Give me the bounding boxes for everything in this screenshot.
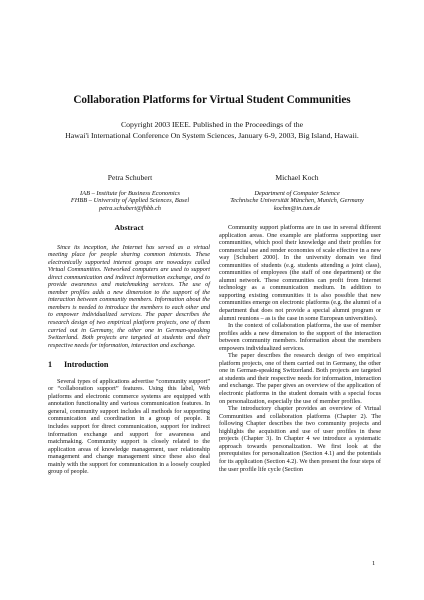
abstract-text: Since its inception, the Internet has served as a virtual meeting place for people sharing common interests. These electronically supported interest groups are nowadays called Virtual Communities. Networked computers are used to support direct communication and indirect information exchange, and to provide awareness and matchmaking services. The use of member profiles adds a new dimension to the support of the interaction between community members. Information about the members is needed to introduce the members to each other and to empower individualized services. The paper describes the research design of two empirical platform projects, one of them carried out in Germany, the other one in German-speaking Switzerland. Both projects are targeted at students and their respective needs for information, interaction and exchange. <box>48 243 210 349</box>
left-column <box>48 224 210 476</box>
copyright-line-2: Hawai'i International Conference On System Sciences, January 6-9, 2003, Big Island, Hawaii. <box>65 130 359 140</box>
author-name: Michael Koch <box>275 173 319 182</box>
author-affiliation: Department of Computer Science <box>254 189 340 197</box>
abstract-heading: Abstract <box>114 223 144 232</box>
author-email: petra.schubert@fhbb.ch <box>99 204 161 212</box>
body-paragraph: The paper describes the research design of two empirical platform projects, one of them carried out in Germany, the other one in German-speaking Switzerland. Both projects are targeted at students and their respective needs for information, interaction and exchange. The paper gives an overview of the application of electronic platforms in the student domain with a special focus on personalization, especially the use of member profiles. <box>219 352 381 405</box>
paper-title: Collaboration Platforms for Virtual Student Communities <box>73 94 351 106</box>
body-paragraph: Community support platforms are in use in several different application areas. One example are platforms supporting user communities, which pool their knowledge and their profiles for commercial use and render economies of scale effective in a new way [Schubert 2000]. In the university domain we find communities of students (e.g. students attending a joint class), communities of employees (the staff of one department) or the alumni network. These communities can profit from Internet technology as a communication medium. In addition to supporting existing communities it is also possible that new communities emerge on electronic platforms (e.g. the alumni of a department that does not provide a special alumni program or alumni reunions – as is the case in some European universities). <box>219 224 381 322</box>
author-affiliation: FHBB – University of Applied Sciences, Basel <box>70 197 190 205</box>
author-2 <box>222 174 372 212</box>
right-column <box>219 224 381 473</box>
author-affiliation: IAB – Institute for Business Economics <box>80 189 180 197</box>
page-number: 1 <box>372 560 376 567</box>
body-paragraph: Several types of applications advertise “community support” or “collaboration support” features. Using this label, Web platforms and electronic commerce systems are equipped with annotation functionality and various communication features. In general, community support includes all methods for supporting communication and coordination in a group of people. It includes support for direct communication, support for indirect information exchange and support for awareness and matchmaking. Community support is closely related to the application areas of knowledge management, user relationship management and change management since these also deal mainly with the support for communication in a loosely coupled group of people. <box>48 377 210 476</box>
author-1 <box>62 174 198 212</box>
section-title: Introduction <box>64 360 109 370</box>
copyright-notice <box>40 120 384 141</box>
author-name: Petra Schubert <box>107 173 153 182</box>
section-number: 1 <box>48 360 53 370</box>
body-paragraph: The introductory chapter provides an overview of Virtual Communities and collaboration platforms (Chapter 2). The following Chapter describes the two community projects and highlights the acquisition and use of user profiles in these projects (Chapter 3). In Chapter 4 we introduce a systematic approach towards personalization. We first look at the prerequisites for personalization (Section 4.1) and the potentials for its application (Section 4.2). We then present the four steps of the user profile life cycle (Section <box>219 405 381 473</box>
author-affiliation: Technische Universität München, Munich, Germany <box>230 197 364 205</box>
body-paragraph: In the context of collaboration platforms, the use of member profiles adds a new dimension to the support of the interaction between community members. Information about the members empowers individualized services. <box>219 322 381 352</box>
author-email: kochm@in.tum.de <box>273 204 321 212</box>
copyright-line-1: Copyright 2003 IEEE. Published in the Proceedings of the <box>120 120 304 129</box>
section-heading <box>48 361 210 369</box>
